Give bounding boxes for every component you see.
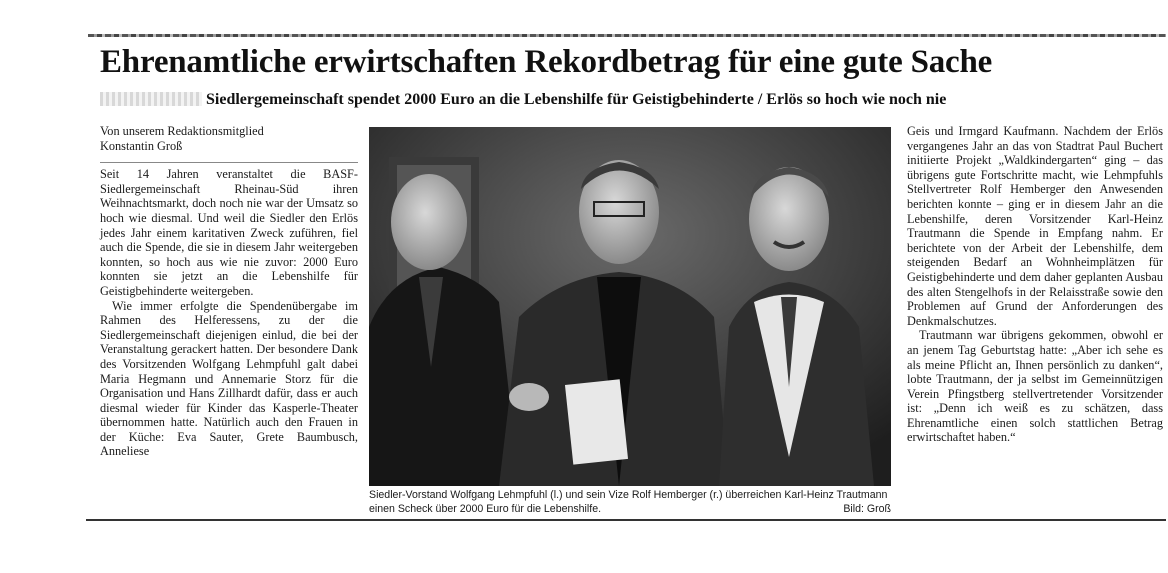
subheadline: Siedlergemeinschaft spendet 2000 Euro an die Lebenshilfe für Geistigbehinderte / Erlös so hoch wie noch nie (206, 91, 947, 108)
right-column (907, 124, 1163, 445)
top-rule (88, 34, 1166, 37)
byline-separator (100, 162, 358, 163)
bottom-rule (86, 519, 1166, 521)
photo-image (369, 127, 891, 486)
left-column (100, 124, 358, 459)
byline-line-1: Von unserem Redaktionsmitglied (100, 124, 264, 138)
paragraph-1: Seit 14 Jahren veranstaltet die BASF-Siedlergemeinschaft Rheinau-Süd ihren Weihnachtsmarkt, doch noch nie war der Umsatz so hoch wie diesmal. Und weil die Siedler den Erlös jedes Jahr einem karitativen Zweck zuführen, fiel auch die Spende, die sie in diesem Jahr weitergeben konnten, so hoch aus wie nie zuvor: 2000 Euro konnten sie jetzt an die Lebenshilfe für Geistigbehinderte weitergeben. (100, 167, 358, 298)
byline (100, 124, 358, 153)
paragraph-4: Trautmann war übrigens gekommen, obwohl er an jenem Tag Geburtstag hatte: „Aber ich sehe es als meine Pflicht an, Ihnen persönlich zu danken“, lobte Trautmann, der ja selbst im Gemeinnützigen Verein Pfingstberg stellvertretender Vorsitzender ist: „Denn ich weiß es zu schätzen, dass Ehrenamtliche einen solch stattlichen Betrag erwirtschaftet haben.“ (907, 328, 1163, 445)
byline-line-2: Konstantin Groß (100, 138, 183, 153)
faded-stamp (100, 92, 202, 106)
photo-caption (369, 488, 891, 516)
paragraph-3: Geis und Irmgard Kaufmann. Nachdem der Erlös vergangenes Jahr an das von Stadtrat Paul Buchert initiierte Projekt „Waldkindergarten“ ging – das übrigens gute Fortschritte macht, wie Lehmpfuhls Stellvertreter Rolf Hemberger den Anwesenden berichten konnte – ging er in diesem Jahr an die Lebenshilfe, deren Vorsitzender Karl-Heinz Trautmann die Spende in Empfang nahm. Er berichtete von der Arbeit der Lebenshilfe, dem steigenden Bedarf an Wohnheimplätzen für Geistigbehinderte und dem daher geplanten Ausbau des alten Stengelhofs in der Relaisstraße sowie den Problemen auf Grund der Anforderungen des Denkmalschutzes. (907, 124, 1163, 328)
headline: Ehrenamtliche erwirtschaften Rekordbetrag für eine gute Sache (100, 44, 993, 80)
news-photo (369, 127, 891, 486)
paragraph-2: Wie immer erfolgte die Spendenübergabe im Rahmen des Helferessens, zu der die Siedlergemeinschaft diejenigen einlud, die bei der Veranstaltung gerackert hatten. Der besondere Dank des Vorsitzenden Wolfgang Lehmpfuhl galt dabei Maria Hegmann und Annemarie Storz für die Organisation und Hans Zillhardt dafür, dass er auch diesmal wieder für Kinder das Kasperle-Theater übernommen hatte. Natürlich auch den Frauen in der Küche: Eva Sauter, Grete Baumbusch, Anneliese (100, 298, 358, 459)
photo-credit: Bild: Groß (843, 503, 891, 515)
caption-text: Siedler-Vorstand Wolfgang Lehmpfuhl (l.) und sein Vize Rolf Hemberger (r.) überreichen Karl-Heinz Trautmann einen Scheck über 2000 Euro für die Lebenshilfe. (369, 489, 888, 515)
